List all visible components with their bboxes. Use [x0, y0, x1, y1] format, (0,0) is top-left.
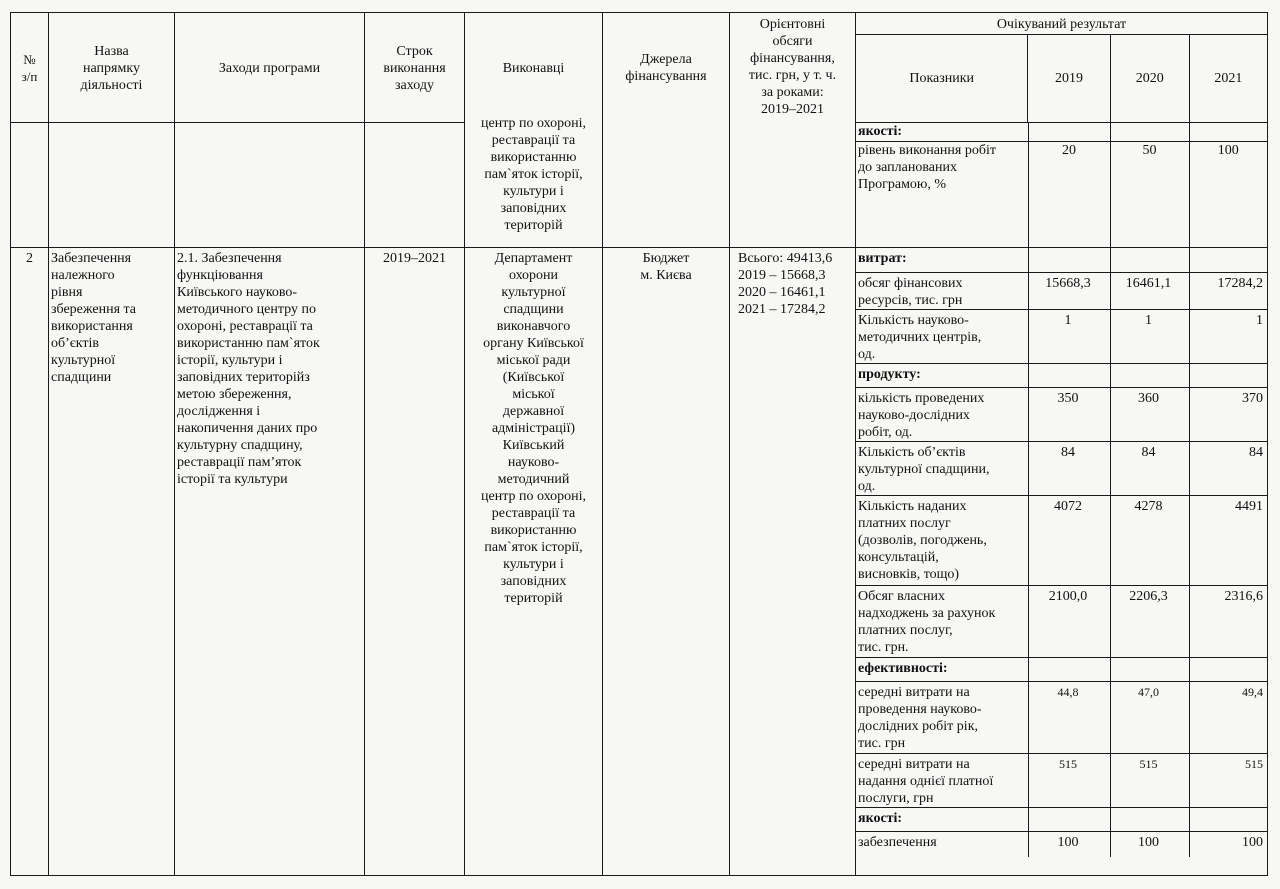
results-section-row: [856, 363, 1267, 387]
indicator-value-2019: 515: [1028, 753, 1110, 807]
indicator-value-2020: 47,0: [1110, 681, 1189, 753]
indicator-value-2020: 2206,3: [1110, 585, 1189, 657]
header-2019: 2019: [1028, 35, 1110, 123]
indicator-value-2019: [1028, 363, 1110, 387]
indicator-value-2019: 350: [1028, 387, 1110, 441]
header-executors-cell: [465, 13, 603, 248]
prev-value-2021: 100: [1217, 142, 1239, 158]
header-num: № з/п: [11, 13, 49, 123]
indicator-value-2020: [1110, 807, 1189, 831]
prev-results: [856, 123, 1268, 248]
indicator-value-2020: [1110, 363, 1189, 387]
row-measures: 2.1. Забезпечення функціювання Київського науково- методичного центру по охороні, реставрації та використанню пам`яток історії, культури і заповідних територійз метою збереження, дослідження і накопичення даних про культурну спадщину, реставрації пам’яток історії та культури: [175, 248, 365, 876]
indicator-value-2021: 84: [1189, 441, 1267, 495]
indicator-label: обсяг фінансових ресурсів, тис. грн: [856, 272, 1028, 309]
indicator-value-2021: 515: [1189, 753, 1267, 807]
header-indicators: Показники: [856, 35, 1028, 123]
indicator-label: Кількість наданих платних послуг (дозволів, погоджень, консультацій, висновків, тощо): [856, 495, 1028, 585]
indicator-value-2020: 4278: [1110, 495, 1189, 585]
indicator-value-2019: [1028, 248, 1110, 272]
results-indicator-row: [856, 753, 1267, 807]
indicator-value-2020: 84: [1110, 441, 1189, 495]
indicator-label: середні витрати на проведення науково- дослідних робіт рік, тис. грн: [856, 681, 1028, 753]
indicator-value-2020: [1110, 657, 1189, 681]
prev-value-2019: 20: [1028, 141, 1110, 247]
results-indicator-row: [856, 585, 1267, 657]
results-indicator-row: [856, 495, 1267, 585]
indicator-value-2019: [1028, 657, 1110, 681]
row-funding: Всього: 49413,6 2019 – 15668,3 2020 – 16461,1 2021 – 17284,2: [730, 248, 856, 876]
indicator-label: забезпечення: [856, 831, 1028, 857]
indicator-value-2021: 100: [1242, 834, 1263, 850]
indicator-label: середні витрати на надання однієї платної послуги, грн: [856, 753, 1028, 807]
results-section-row: [856, 657, 1267, 681]
header-term: Строк виконання заходу: [365, 13, 465, 123]
results-indicator-row: [856, 831, 1267, 857]
header-sources: Джерела фінансування: [603, 13, 730, 248]
header-funding: Орієнтовні обсяги фінансування, тис. грн, у т. ч. за роками: 2019–2021: [730, 13, 856, 248]
results-indicator-row: [856, 441, 1267, 495]
indicator-label: кількість проведених науково-дослідних робіт, од.: [856, 387, 1028, 441]
results-section-label: якості:: [856, 807, 1028, 831]
indicator-value-2021: [1189, 657, 1267, 681]
indicator-label: Кількість науково- методичних центрів, од.: [856, 309, 1028, 363]
results-indicator-row: [856, 681, 1267, 753]
results-indicator-row: [856, 387, 1267, 441]
indicator-value-2019: 4072: [1028, 495, 1110, 585]
indicator-value-2020: 16461,1: [1110, 272, 1189, 309]
indicator-value-2021: 17284,2: [1189, 272, 1267, 309]
header-executors: Виконавці: [502, 61, 565, 76]
row-number: 2: [11, 248, 49, 876]
header-direction: Назва напрямку діяльності: [49, 13, 175, 123]
indicator-value-2021: 2316,6: [1189, 585, 1267, 657]
indicator-value-2021: 49,4: [1189, 681, 1267, 753]
indicator-label: Кількість об’єктів культурної спадщини, од.: [856, 441, 1028, 495]
indicator-value-2020: [1110, 248, 1189, 272]
indicator-label: Обсяг власних надходжень за рахунок платних послуг, тис. грн.: [856, 585, 1028, 657]
indicator-value-2021: 4491: [1189, 495, 1267, 585]
indicator-value-2020: 1: [1110, 309, 1189, 363]
row-executors: Департамент охорони культурної спадщини виконавчого органу Київської міської ради (Київської міської державної адміністрації) Київський науково- методичний центр по охороні, реставрації та використанню пам`яток історії, культури і заповідних територій: [465, 248, 603, 876]
row-results: [856, 248, 1268, 876]
indicator-value-2021: [1189, 363, 1267, 387]
results-section-row: [856, 807, 1267, 831]
results-section-label: продукту:: [856, 363, 1028, 387]
header-expected: Очікуваний результат: [856, 13, 1268, 35]
prev-value-2020: 50: [1110, 141, 1189, 247]
indicator-value-2019: 84: [1028, 441, 1110, 495]
results-section-label: ефективності:: [856, 657, 1028, 681]
indicator-value-2020: 515: [1110, 753, 1189, 807]
indicator-value-2020: 100: [1110, 831, 1189, 857]
indicator-value-2019: 100: [1028, 831, 1110, 857]
results-indicator-row: [856, 272, 1267, 309]
prev-quality-label: якості:: [856, 123, 1028, 141]
program-table: [10, 12, 1268, 876]
indicator-value-2021: 1: [1189, 309, 1267, 363]
results-section-row: [856, 248, 1267, 272]
header-2020: 2020: [1110, 35, 1189, 123]
indicator-value-2020: 360: [1110, 387, 1189, 441]
row-direction: Забезпечення належного рівня збереження та використання об’єктів культурної спадщини: [49, 248, 175, 876]
results-indicator-row: [856, 309, 1267, 363]
indicator-value-2019: 44,8: [1028, 681, 1110, 753]
indicator-value-2019: 2100,0: [1028, 585, 1110, 657]
indicator-value-2019: 1: [1028, 309, 1110, 363]
indicator-value-2021: [1189, 248, 1267, 272]
header-2021: 2021: [1189, 35, 1267, 123]
prev-quality-text: рівень виконання робіт до запланованих Програмою, %: [856, 141, 1028, 247]
indicator-value-2019: [1028, 807, 1110, 831]
prev-executors-tail: центр по охороні, реставрації та використанню пам`яток історії, культури і заповідних територій: [481, 116, 586, 233]
row-term: 2019–2021: [365, 248, 465, 876]
row-sources: Бюджет м. Києва: [603, 248, 730, 876]
indicator-value-2021: [1189, 807, 1267, 831]
indicator-value-2021: 370: [1189, 387, 1267, 441]
indicator-value-2019: 15668,3: [1028, 272, 1110, 309]
results-section-label: витрат:: [856, 248, 1028, 272]
header-measures: Заходи програми: [175, 13, 365, 123]
